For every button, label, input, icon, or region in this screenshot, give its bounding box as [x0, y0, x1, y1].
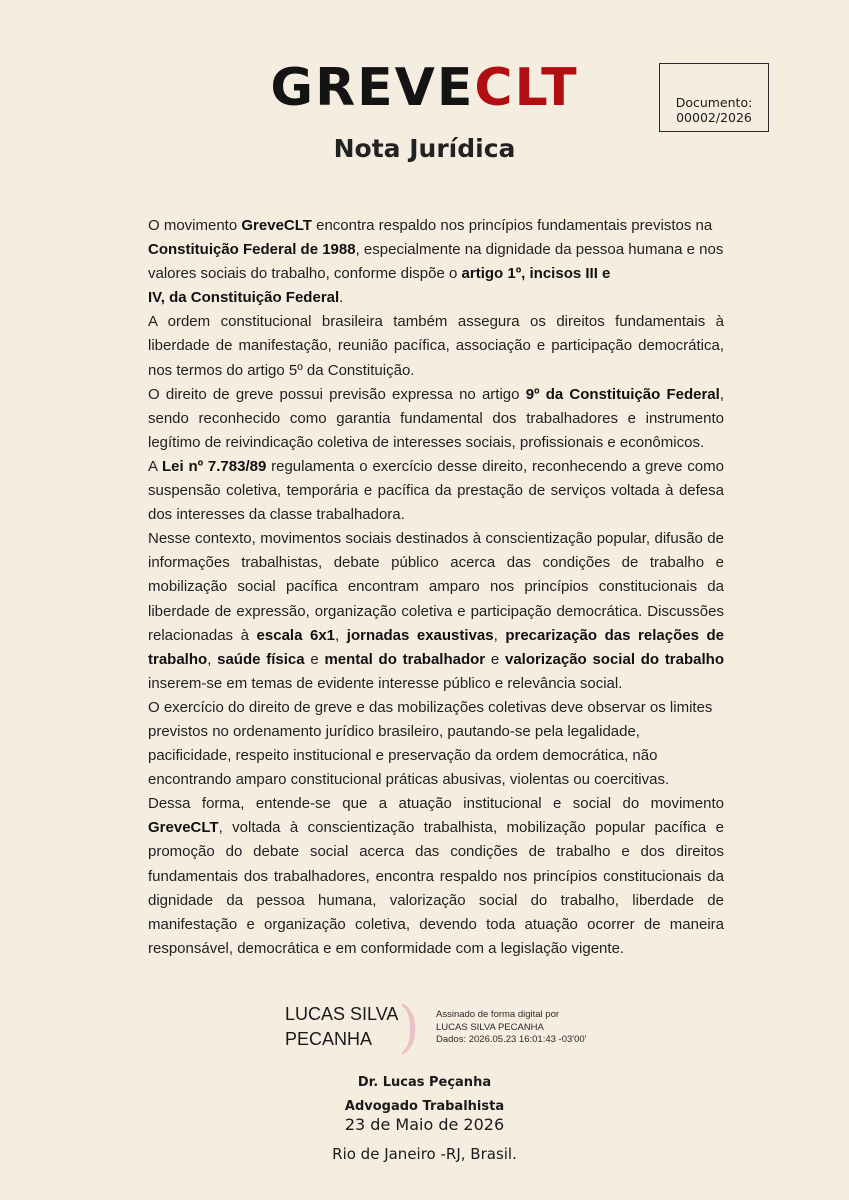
text-run: A — [148, 457, 162, 475]
digital-signature-stamp — [436, 1009, 586, 1047]
text-run: , — [335, 626, 347, 644]
text-run: , sendo reconhecido como garantia fundamental dos trabalhadores e instrumento legítimo de reivindicação coletiva de interesses sociais, profissionais e econômicos. — [148, 385, 724, 451]
document-number: 00002/2026 — [676, 110, 752, 125]
bold-run: GreveCLT — [241, 217, 312, 234]
document-date: 23 de Maio de 2026 — [344, 1115, 505, 1134]
paragraph-6 — [148, 696, 724, 792]
paragraph-2 — [148, 310, 724, 382]
text-run: regulamenta o exercício desse direito, reconhecendo a greve como suspensão coletiva, temporária e pacífica da prestação de serviços voltada à defesa dos interesses da classe trabalhadora. — [148, 457, 724, 524]
bold-run: Lei nº 7.783/89 — [161, 457, 267, 475]
text-run: encontra respaldo nos princípios fundamentais previstos na — [311, 217, 713, 234]
page-title: Nota Jurídica — [333, 134, 516, 163]
bold-run: precarização das relações de trabalho — [148, 626, 725, 668]
bold-run: jornadas exaustivas — [346, 626, 494, 644]
text-run: Nesse contexto, movimentos sociais destinados à conscientização popular, difusão de informações trabalhistas, debate público acerca das condições de trabalho e mobilização social pacífica encontram amparo nos princípios constitucionais da liberdade de expressão, organização coletiva e participação democrática. Discussões relacionadas à — [148, 530, 724, 644]
digital-signature-line: Dados: 2026.05.23 16:01:43 -03'00' — [436, 1034, 587, 1045]
text-run: O direito de greve possui previsão expressa no artigo — [148, 385, 526, 403]
bold-run: 9º da Constituição Federal — [525, 385, 720, 403]
document-number-box — [659, 63, 769, 132]
bold-run: IV, da Constituição Federal — [148, 289, 340, 307]
text-run: inserem-se em temas de evidente interesse público e relevância social. — [148, 674, 623, 692]
signature-name — [285, 1002, 398, 1052]
paragraph-4 — [148, 455, 724, 527]
legal-note-body — [148, 214, 724, 961]
text-run: A ordem constitucional brasileira também assegura os direitos fundamentais à liberdade de manifestação, reunião pacífica, associação e participação democrática, nos termos do artigo 5º da Constituição. — [148, 313, 724, 379]
document-label: Documento: — [675, 95, 753, 110]
text-run: Dessa forma, entende-se que a atuação institucional e social do movimento — [148, 795, 724, 813]
text-run: O movimento — [148, 217, 242, 234]
bold-run: saúde física — [217, 650, 305, 668]
signature-name-line: PECANHA — [285, 1029, 373, 1049]
text-run: , voltada à conscientização trabalhista, mobilização popular pacífica e promoção do debate social acerca das condições de trabalho e dos direitos fundamentais dos trabalhadores, encontra respaldo nos princípios constitucionais da dignidade da pessoa humana, valorização social do trabalho, liberdade de manifestação e organização coletiva, devendo toda atuação ocorrer de maneira responsável, democrática e em conformidade com a legislação vigente. — [148, 819, 724, 957]
digital-signature-line: Assinado de forma digital por — [436, 1009, 560, 1020]
signature-flourish-icon: ) — [398, 995, 420, 1060]
paragraph-1 — [148, 214, 724, 310]
bold-run: escala 6x1 — [256, 626, 336, 644]
bold-run: mental do trabalhador — [324, 650, 486, 668]
signer-role: Advogado Trabalhista — [344, 1099, 505, 1114]
text-run: , — [207, 650, 218, 668]
paragraph-5 — [148, 527, 724, 696]
bold-run: artigo 1º, incisos III e — [461, 265, 611, 283]
logo-clt-text: CLT — [474, 58, 579, 118]
paragraph-3 — [148, 383, 724, 455]
bold-run: GreveCLT — [148, 819, 219, 837]
digital-signature-line: LUCAS SILVA PECANHA — [436, 1021, 544, 1033]
signature-name-line: LUCAS SILVA — [285, 1004, 399, 1024]
text-run: O exercício do direito de greve e das mobilizações coletivas deve observar os limites previstos no ordenamento jurídico brasileiro, pautando-se pela legalidade, pacificidade, respeito institucional e preservação da ordem democrática, não encontrando amparo constitucional práticas abusivas, violentas ou coercitivas. — [148, 698, 713, 789]
text-run: e — [304, 650, 325, 668]
paragraph-7 — [148, 792, 724, 961]
document-place: Rio de Janeiro -RJ, Brasil. — [332, 1145, 517, 1163]
bold-run: Constituição Federal de 1988 — [148, 241, 356, 259]
text-run: e — [485, 650, 505, 668]
text-run: , — [493, 626, 506, 644]
text-run: , especialmente na dignidade da pessoa humana e nos valores sociais do trabalho, conforme dispõe o — [148, 241, 724, 283]
logo-greve-text: GREVE — [270, 58, 475, 118]
signer-name: Dr. Lucas Peçanha — [357, 1075, 492, 1090]
bold-run: valorização social do trabalho — [505, 650, 724, 668]
text-run: . — [339, 289, 344, 307]
